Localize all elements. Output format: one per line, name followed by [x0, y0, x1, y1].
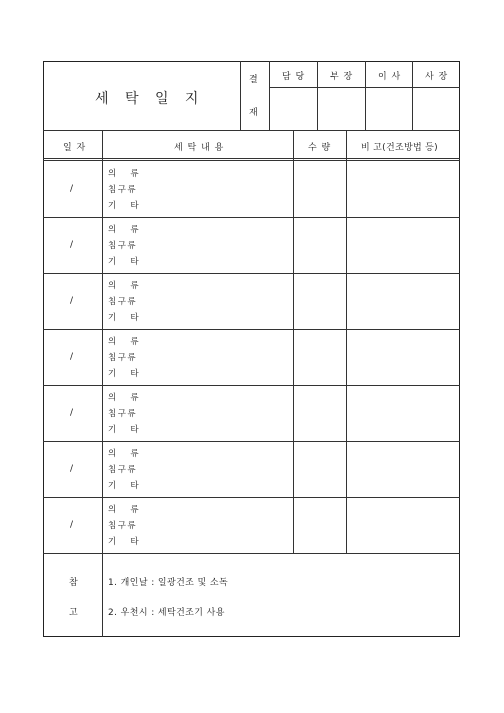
row-category-item: 기 타 — [108, 313, 141, 323]
row-remarks-cell[interactable] — [347, 386, 459, 441]
approval-sign-dept-head[interactable] — [318, 88, 365, 130]
row-category-item: 기 타 — [108, 257, 141, 267]
row-quantity-cell[interactable] — [294, 498, 346, 553]
row-date[interactable]: / — [70, 240, 75, 250]
row-date[interactable]: / — [70, 464, 75, 474]
approval-role-dept-head: 부 장 — [330, 72, 354, 82]
note-line-1: 1. 개인날 : 일광건조 및 소독 — [108, 578, 229, 588]
row-category-item: 의 류 — [108, 281, 141, 291]
approval-role-president: 사 장 — [425, 72, 449, 82]
row-category-item: 침구류 — [108, 521, 138, 531]
row-category-item: 의 류 — [108, 169, 141, 179]
row-remarks-cell[interactable] — [347, 274, 459, 329]
row-category-item: 침구류 — [108, 465, 138, 475]
notes-label-bottom: 고 — [69, 608, 79, 618]
row-quantity-cell[interactable] — [294, 330, 346, 385]
row-category-item: 침구류 — [108, 241, 138, 251]
row-category-item: 침구류 — [108, 353, 138, 363]
approval-sign-manager[interactable] — [270, 88, 317, 130]
row-category-item: 의 류 — [108, 225, 141, 235]
row-category-item: 기 타 — [108, 369, 141, 379]
row-quantity-cell[interactable] — [294, 386, 346, 441]
row-date[interactable]: / — [70, 352, 75, 362]
row-date[interactable]: / — [70, 184, 75, 194]
form-title: 세 탁 일 지 — [95, 91, 205, 107]
notes-top-border — [43, 553, 460, 554]
row-date[interactable]: / — [70, 520, 75, 530]
row-category-item: 침구류 — [108, 409, 138, 419]
row-category-item: 침구류 — [108, 185, 138, 195]
header-band-bottom-2 — [43, 160, 460, 161]
row-remarks-cell[interactable] — [347, 162, 459, 217]
approval-role-manager: 담 당 — [282, 72, 306, 82]
notes-label-top: 참 — [69, 578, 79, 588]
row-category-item: 의 류 — [108, 337, 141, 347]
row-category-item: 기 타 — [108, 425, 141, 435]
approval-label-divider — [240, 61, 241, 130]
row-category-item: 기 타 — [108, 201, 141, 211]
row-quantity-cell[interactable] — [294, 162, 346, 217]
column-header-date: 일 자 — [63, 143, 87, 153]
row-remarks-cell[interactable] — [347, 330, 459, 385]
row-category-item: 기 타 — [108, 537, 141, 547]
row-date[interactable]: / — [70, 296, 75, 306]
approval-sign-director[interactable] — [366, 88, 412, 130]
approval-label-top: 결 — [249, 75, 259, 85]
row-remarks-cell[interactable] — [347, 218, 459, 273]
approval-sign-president[interactable] — [413, 88, 459, 130]
header-band-bottom-1 — [43, 158, 460, 159]
laundry-log-form — [43, 61, 460, 637]
row-quantity-cell[interactable] — [294, 442, 346, 497]
header-band-top — [43, 130, 460, 131]
row-quantity-cell[interactable] — [294, 218, 346, 273]
column-header-content: 세 탁 내 용 — [174, 143, 225, 153]
approval-role-director: 이 사 — [378, 72, 402, 82]
row-remarks-cell[interactable] — [347, 498, 459, 553]
row-date[interactable]: / — [70, 408, 75, 418]
row-remarks-cell[interactable] — [347, 442, 459, 497]
column-header-remarks: 비 고(건조방법 등) — [361, 143, 438, 153]
row-category-item: 의 류 — [108, 393, 141, 403]
column-header-quantity: 수 량 — [308, 143, 332, 153]
approval-label-bottom: 재 — [249, 108, 259, 118]
col-sep-date — [102, 130, 103, 637]
row-quantity-cell[interactable] — [294, 274, 346, 329]
row-category-item: 의 류 — [108, 449, 141, 459]
note-line-2: 2. 우천시 : 세탁건조기 사용 — [108, 608, 225, 618]
row-category-item: 기 타 — [108, 481, 141, 491]
row-category-item: 침구류 — [108, 297, 138, 307]
row-category-item: 의 류 — [108, 505, 141, 515]
